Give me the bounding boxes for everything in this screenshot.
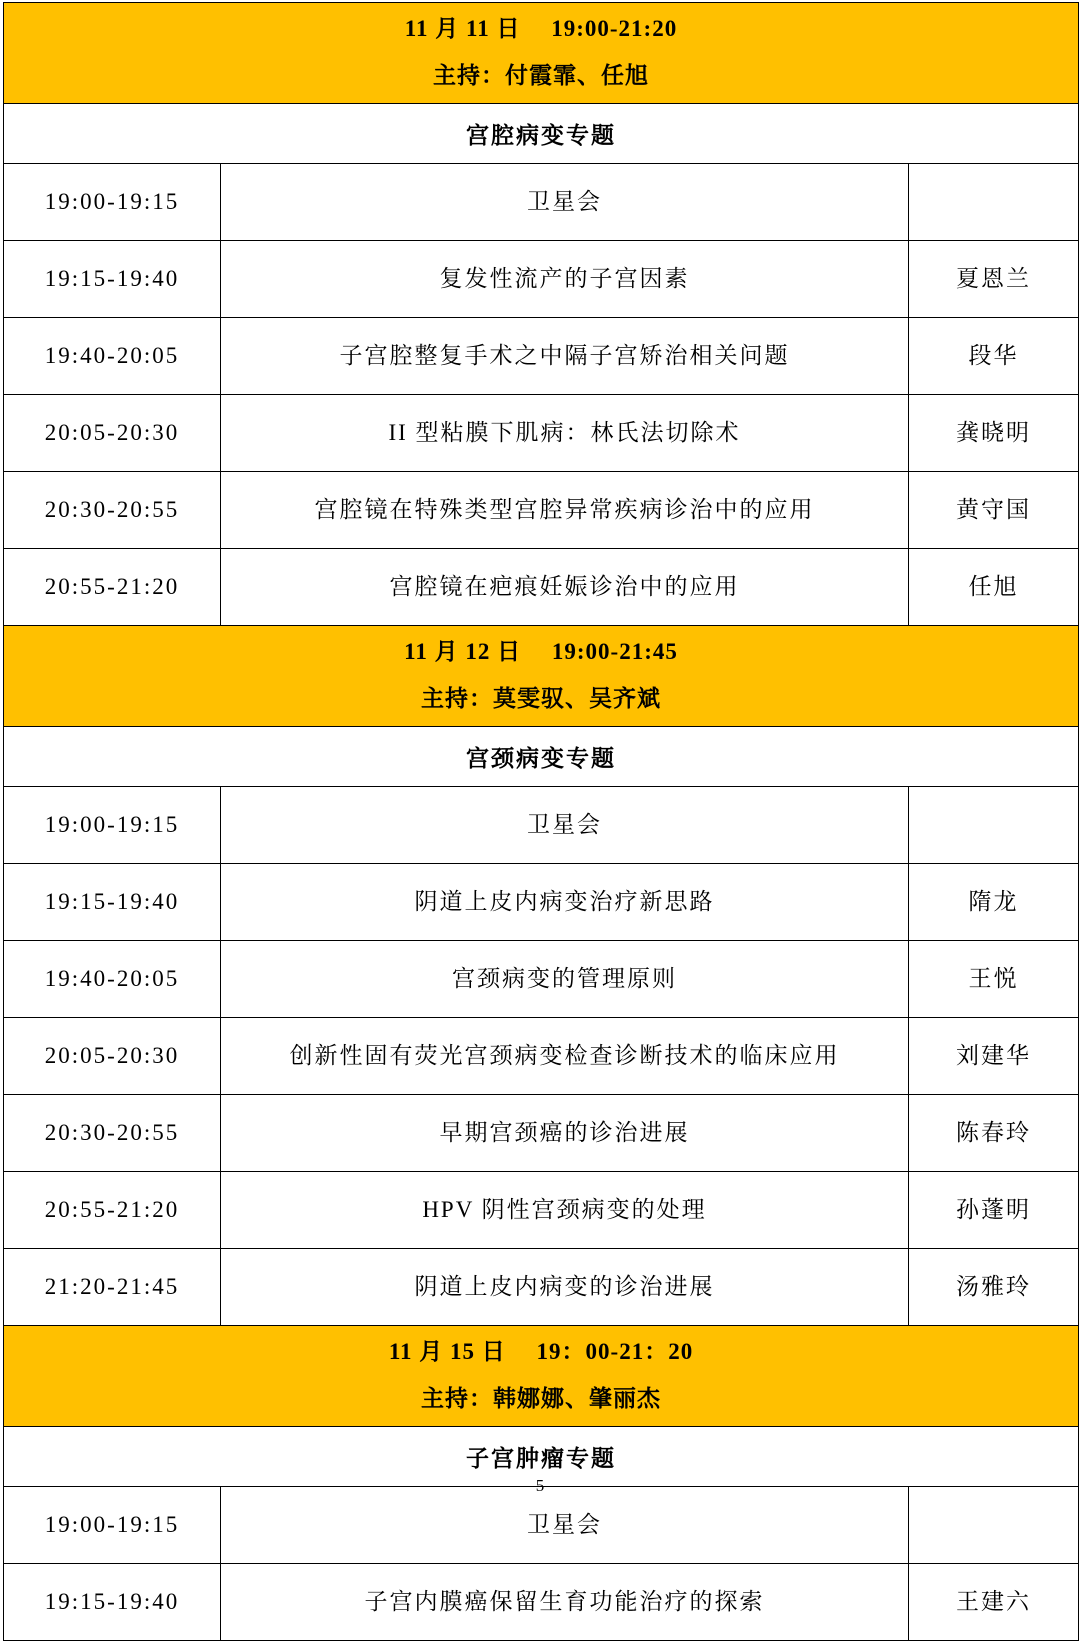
session-time: 19:15-19:40 bbox=[4, 864, 221, 941]
session-title: 阴道上皮内病变治疗新思路 bbox=[221, 864, 909, 941]
topic-title: 宫颈病变专题 bbox=[4, 727, 1079, 787]
session-time: 19:00-19:15 bbox=[4, 164, 221, 241]
session-title: 卫星会 bbox=[221, 787, 909, 864]
session-row bbox=[4, 472, 1079, 549]
session-row bbox=[4, 1564, 1079, 1641]
session-speaker: 孙蓬明 bbox=[909, 1172, 1079, 1249]
session-row bbox=[4, 164, 1079, 241]
day-header-row bbox=[4, 3, 1079, 104]
session-row bbox=[4, 318, 1079, 395]
session-speaker: 黄守国 bbox=[909, 472, 1079, 549]
day-header bbox=[4, 626, 1079, 727]
topic-row bbox=[4, 104, 1079, 164]
session-title: 早期宫颈癌的诊治进展 bbox=[221, 1095, 909, 1172]
day-header bbox=[4, 3, 1079, 104]
session-title: HPV 阴性宫颈病变的处理 bbox=[221, 1172, 909, 1249]
session-speaker: 王悦 bbox=[909, 941, 1079, 1018]
date-time-label: 11 月 12 日 19:00-21:45 bbox=[404, 639, 678, 664]
session-title: 子宫内膜癌保留生育功能治疗的探索 bbox=[221, 1564, 909, 1641]
session-time: 20:05-20:30 bbox=[4, 1018, 221, 1095]
session-time: 21:20-21:45 bbox=[4, 1249, 221, 1326]
session-title: II 型粘膜下肌病：林氏法切除术 bbox=[221, 395, 909, 472]
session-speaker: 任旭 bbox=[909, 549, 1079, 626]
hosts-label: 主持：付霞霏、任旭 bbox=[433, 63, 650, 88]
page-number: 5 bbox=[535, 1476, 545, 1495]
session-time: 19:40-20:05 bbox=[4, 941, 221, 1018]
day-header-row bbox=[4, 626, 1079, 727]
session-row bbox=[4, 549, 1079, 626]
date-time-label: 11 月 15 日 19：00-21：20 bbox=[388, 1339, 694, 1364]
session-speaker: 汤雅玲 bbox=[909, 1249, 1079, 1326]
session-title: 卫星会 bbox=[221, 1487, 909, 1564]
session-speaker bbox=[909, 1487, 1079, 1564]
session-title: 宫腔镜在特殊类型宫腔异常疾病诊治中的应用 bbox=[221, 472, 909, 549]
session-time: 19:15-19:40 bbox=[4, 1564, 221, 1641]
day-header-row bbox=[4, 1326, 1079, 1427]
session-row bbox=[4, 787, 1079, 864]
session-row bbox=[4, 1172, 1079, 1249]
session-time: 19:00-19:15 bbox=[4, 787, 221, 864]
session-speaker: 隋龙 bbox=[909, 864, 1079, 941]
session-title: 创新性固有荧光宫颈病变检查诊断技术的临床应用 bbox=[221, 1018, 909, 1095]
session-speaker: 龚晓明 bbox=[909, 395, 1079, 472]
session-speaker: 王建六 bbox=[909, 1564, 1079, 1641]
session-speaker: 夏恩兰 bbox=[909, 241, 1079, 318]
session-time: 20:30-20:55 bbox=[4, 472, 221, 549]
session-row bbox=[4, 1487, 1079, 1564]
session-title: 复发性流产的子宫因素 bbox=[221, 241, 909, 318]
day-header bbox=[4, 1326, 1079, 1427]
session-row bbox=[4, 941, 1079, 1018]
session-row bbox=[4, 395, 1079, 472]
session-time: 20:05-20:30 bbox=[4, 395, 221, 472]
session-row bbox=[4, 864, 1079, 941]
hosts-label: 主持：莫雯驭、吴齐斌 bbox=[421, 686, 662, 711]
schedule-table bbox=[3, 2, 1079, 1641]
session-speaker bbox=[909, 164, 1079, 241]
session-row bbox=[4, 241, 1079, 318]
session-speaker: 刘建华 bbox=[909, 1018, 1079, 1095]
session-row bbox=[4, 1095, 1079, 1172]
session-time: 20:55-21:20 bbox=[4, 549, 221, 626]
session-speaker: 陈春玲 bbox=[909, 1095, 1079, 1172]
session-time: 20:55-21:20 bbox=[4, 1172, 221, 1249]
session-title: 阴道上皮内病变的诊治进展 bbox=[221, 1249, 909, 1326]
session-title: 宫颈病变的管理原则 bbox=[221, 941, 909, 1018]
session-row bbox=[4, 1249, 1079, 1326]
hosts-label: 主持：韩娜娜、肇丽杰 bbox=[421, 1386, 662, 1411]
session-title: 子宫腔整复手术之中隔子宫矫治相关问题 bbox=[221, 318, 909, 395]
session-time: 19:15-19:40 bbox=[4, 241, 221, 318]
session-title: 宫腔镜在疤痕妊娠诊治中的应用 bbox=[221, 549, 909, 626]
session-row bbox=[4, 1018, 1079, 1095]
session-time: 20:30-20:55 bbox=[4, 1095, 221, 1172]
session-title: 卫星会 bbox=[221, 164, 909, 241]
session-speaker: 段华 bbox=[909, 318, 1079, 395]
session-time: 19:40-20:05 bbox=[4, 318, 221, 395]
session-time: 19:00-19:15 bbox=[4, 1487, 221, 1564]
date-time-label: 11 月 11 日 19:00-21:20 bbox=[404, 16, 678, 41]
session-speaker bbox=[909, 787, 1079, 864]
topic-title: 宫腔病变专题 bbox=[4, 104, 1079, 164]
topic-row bbox=[4, 727, 1079, 787]
topic-title: 子宫肿瘤专题 bbox=[4, 1427, 1079, 1487]
